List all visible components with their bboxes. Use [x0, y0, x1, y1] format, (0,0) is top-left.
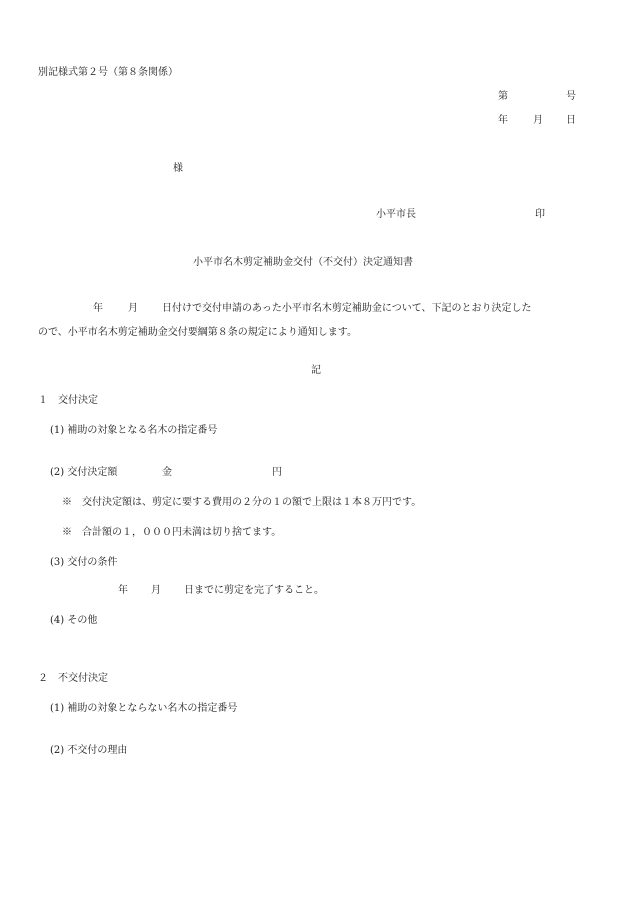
- doc-number-suffix: 号: [566, 91, 576, 102]
- doc-number-prefix: 第: [498, 91, 508, 102]
- amount-prefix: 金: [162, 467, 172, 478]
- section1-item4: (4) その他: [50, 615, 98, 626]
- intro-year: 年: [93, 303, 103, 314]
- date-year: 年: [498, 115, 508, 126]
- form-number: 別記様式第２号（第８条関係）: [38, 67, 178, 78]
- condition-year: 年: [118, 585, 128, 596]
- intro-line-2: ので、小平市名木剪定補助金交付要綱第８条の規定により通知します。: [38, 327, 357, 338]
- section1-item2: (2) 交付決定額: [50, 467, 118, 478]
- recipient-honorific: 様: [173, 163, 183, 174]
- intro-month: 月: [128, 303, 138, 314]
- issuer-seal: 印: [535, 209, 545, 220]
- issuer-name: 小平市長: [376, 209, 416, 220]
- section2-item1: (1) 補助の対象とならない名木の指定番号: [50, 703, 238, 714]
- section1-item1: (1) 補助の対象となる名木の指定番号: [50, 425, 218, 436]
- intro-line-1: 日付けで交付申請のあった小平市名木剪定補助金について、下記のとおり決定した: [162, 303, 532, 314]
- document-title: 小平市名木剪定補助金交付（不交付）決定通知書: [193, 257, 413, 268]
- section1-heading: １ 交付決定: [38, 395, 98, 406]
- condition-text: 日までに剪定を完了すること。: [184, 585, 324, 596]
- ki-heading: 記: [311, 365, 321, 376]
- section1-note2: ※ 合計額の１，０００円未満は切り捨てます。: [62, 527, 282, 538]
- section2-item2: (2) 不交付の理由: [50, 745, 128, 756]
- section1-note1: ※ 交付決定額は、剪定に要する費用の２分の１の額で上限は１本８万円です。: [62, 497, 422, 508]
- amount-suffix: 円: [272, 467, 282, 478]
- section1-item3: (3) 交付の条件: [50, 557, 118, 568]
- condition-month: 月: [151, 585, 161, 596]
- date-month: 月: [533, 115, 543, 126]
- section2-heading: ２ 不交付決定: [38, 673, 108, 684]
- date-day: 日: [566, 115, 576, 126]
